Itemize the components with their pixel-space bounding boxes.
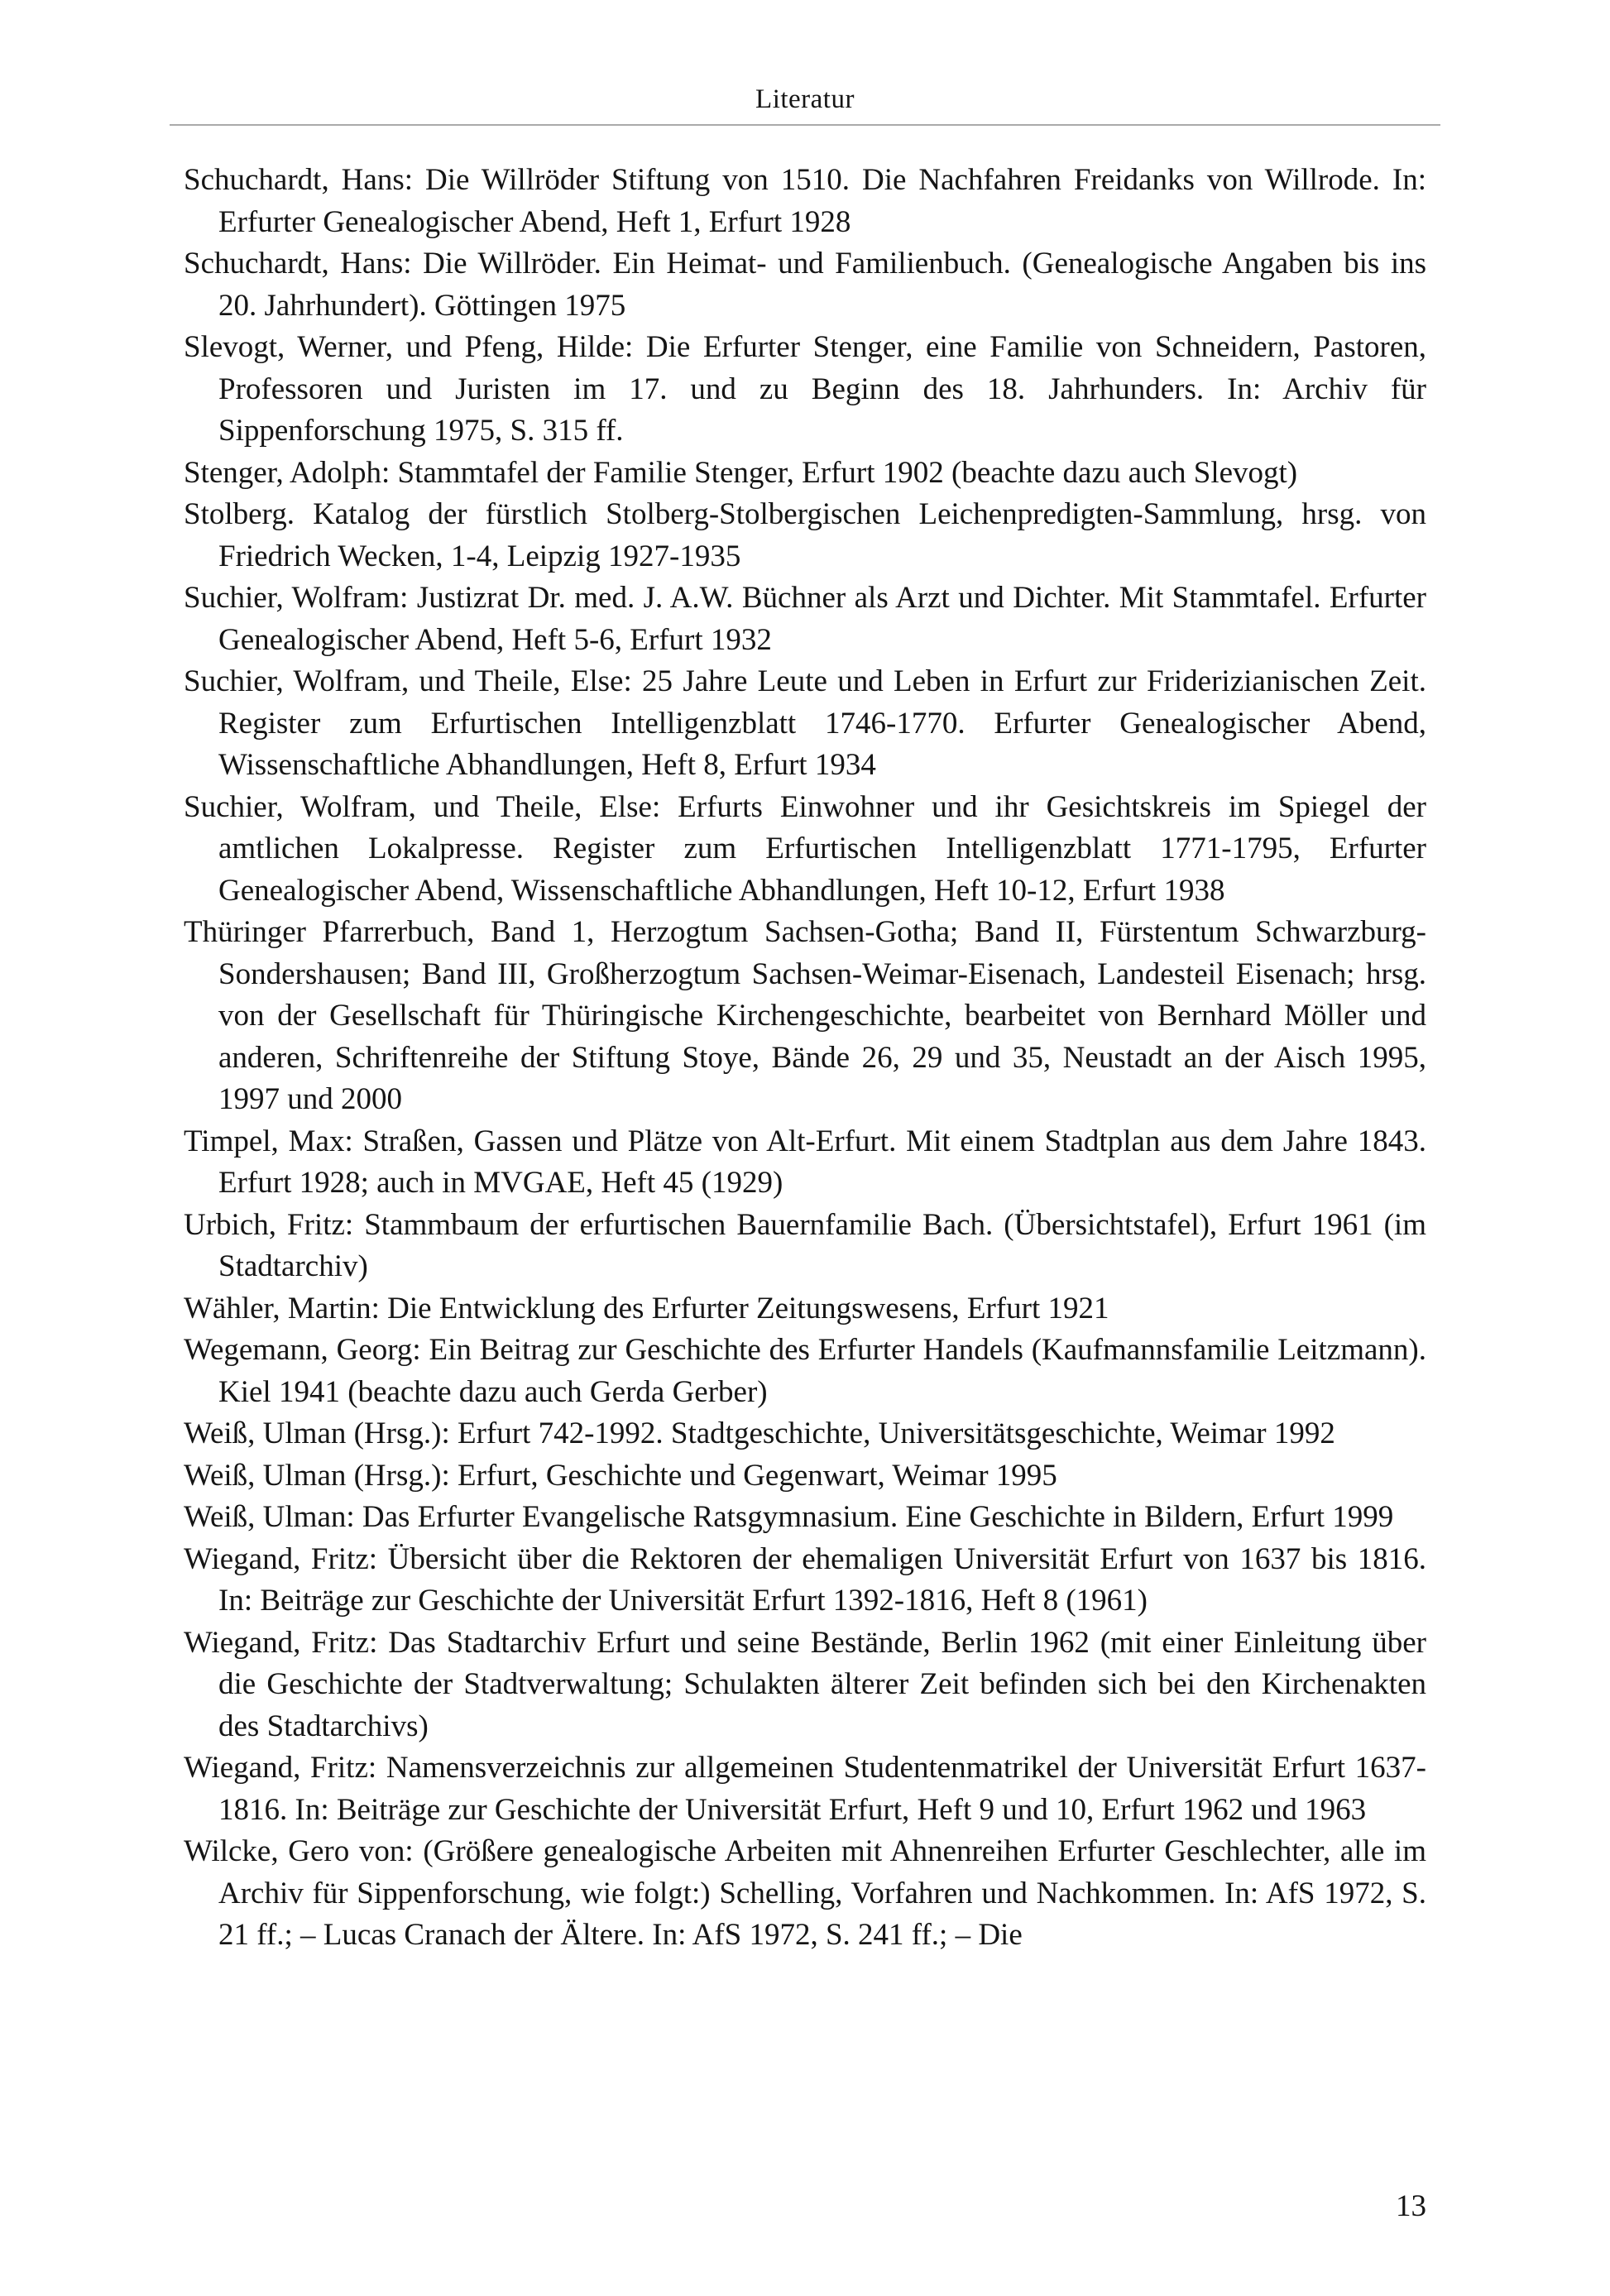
bibliography-entry: Stenger, Adolph: Stammtafel der Familie Stenger, Erfurt 1902 (beachte dazu auch Slevogt) [184, 455, 1298, 490]
bibliography-entry: Slevogt, Werner, und Pfeng, Hilde: Die Erfurter Stenger, eine Familie von Schneidern, Pastoren, Professoren und Juristen im 17. und zu Beginn des 18. Jahrhunders. In: Archiv für Sippenforschung 1975, S. 315 ff. [184, 330, 1426, 448]
bibliography-entry: Stolberg. Katalog der fürstlich Stolberg-Stolbergischen Leichenpredigten-Sammlung, hrsg. von Friedrich Wecken, 1-4, Leipzig 1927-1935 [184, 497, 1426, 573]
page-number: 13 [1396, 2189, 1426, 2223]
bibliography-entry: Schuchardt, Hans: Die Willröder. Ein Heimat- und Familienbuch. (Genealogische Angaben bis ins 20. Jahrhundert). Göttingen 1975 [184, 247, 1426, 323]
page-header [170, 83, 1440, 126]
bibliography-entry: Urbich, Fritz: Stammbaum der erfurtischen Bauernfamilie Bach. (Übersichtstafel), Erfurt 1961 (im Stadtarchiv) [184, 1207, 1426, 1283]
running-head: Literatur [755, 84, 855, 114]
bibliography-entry: Suchier, Wolfram, und Theile, Else: 25 Jahre Leute und Leben in Erfurt zur Friderizianischen Zeit. Register zum Erfurtischen Intelligenzblatt 1746-1770. Erfurter Genealogischer Abend, Wissenschaftliche Abhandlungen, Heft 8, Erfurt 1934 [184, 664, 1426, 782]
bibliography-entry: Weiß, Ulman: Das Erfurter Evangelische Ratsgymnasium. Eine Geschichte in Bildern, Erfurt 1999 [184, 1500, 1394, 1534]
bibliography-entry: Weiß, Ulman (Hrsg.): Erfurt, Geschichte und Gegenwart, Weimar 1995 [184, 1458, 1057, 1493]
bibliography-entry: Wiegand, Fritz: Namensverzeichnis zur allgemeinen Studentenmatrikel der Universität Erfurt 1637-1816. In: Beiträge zur Geschichte der Universität Erfurt, Heft 9 und 10, Erfurt 1962 und 1963 [184, 1751, 1426, 1827]
bibliography-entry: Wilcke, Gero von: (Größere genealogische Arbeiten mit Ahnenreihen Erfurter Geschlechter, alle im Archiv für Sippenforschung, wie folgt:) Schelling, Vorfahren und Nachkommen. In: AfS 1972, S. 21 ff.; – Lucas Cranach der Ältere. In: AfS 1972, S. 241 ff.; – Die [184, 1834, 1426, 1952]
bibliography-entry: Wegemann, Georg: Ein Beitrag zur Geschichte des Erfurter Handels (Kaufmannsfamilie Leitzmann). Kiel 1941 (beachte dazu auch Gerda Gerber) [184, 1333, 1426, 1409]
bibliography-entry: Schuchardt, Hans: Die Willröder Stiftung von 1510. Die Nachfahren Freidanks von Willrode. In: Erfurter Genealogischer Abend, Heft 1, Erfurt 1928 [184, 163, 1426, 239]
header-rule [170, 124, 1440, 126]
bibliography-list [184, 160, 1426, 1957]
bibliography-entry: Thüringer Pfarrerbuch, Band 1, Herzogtum Sachsen-Gotha; Band II, Fürstentum Schwarzburg-Sondershausen; Band III, Großherzogtum Sachsen-Weimar-Eisenach, Landesteil Eisenach; hrsg. von der Gesellschaft für Thüringische Kirchengeschichte, bearbeitet von Bernhard Möller und anderen, Schriftenreihe der Stiftung Stoye, Bände 26, 29 und 35, Neustadt an der Aisch 1995, 1997 und 2000 [184, 915, 1426, 1116]
bibliography-entry: Wähler, Martin: Die Entwicklung des Erfurter Zeitungswesens, Erfurt 1921 [184, 1291, 1109, 1325]
bibliography-entry: Wiegand, Fritz: Das Stadtarchiv Erfurt und seine Bestände, Berlin 1962 (mit einer Einleitung über die Geschichte der Stadtverwaltung; Schulakten älterer Zeit befinden sich bei den Kirchenakten des Stadtarchivs) [184, 1625, 1426, 1743]
bibliography-entry: Suchier, Wolfram: Justizrat Dr. med. J. A.W. Büchner als Arzt und Dichter. Mit Stammtafel. Erfurter Genealogischer Abend, Heft 5-6, Erfurt 1932 [184, 581, 1426, 657]
bibliography-entry: Weiß, Ulman (Hrsg.): Erfurt 742-1992. Stadtgeschichte, Universitätsgeschichte, Weimar 1992 [184, 1416, 1335, 1450]
bibliography-entry: Suchier, Wolfram, und Theile, Else: Erfurts Einwohner und ihr Gesichtskreis im Spiegel der amtlichen Lokalpresse. Register zum Erfurtischen Intelligenzblatt 1771-1795, Erfurter Genealogischer Abend, Wissenschaftliche Abhandlungen, Heft 10-12, Erfurt 1938 [184, 789, 1426, 908]
bibliography-entry: Wiegand, Fritz: Übersicht über die Rektoren der ehemaligen Universität Erfurt von 1637 bis 1816. In: Beiträge zur Geschichte der Universität Erfurt 1392-1816, Heft 8 (1961) [184, 1541, 1426, 1618]
bibliography-entry: Timpel, Max: Straßen, Gassen und Plätze von Alt-Erfurt. Mit einem Stadtplan aus dem Jahre 1843. Erfurt 1928; auch in MVGAE, Heft 45 (1929) [184, 1124, 1426, 1200]
